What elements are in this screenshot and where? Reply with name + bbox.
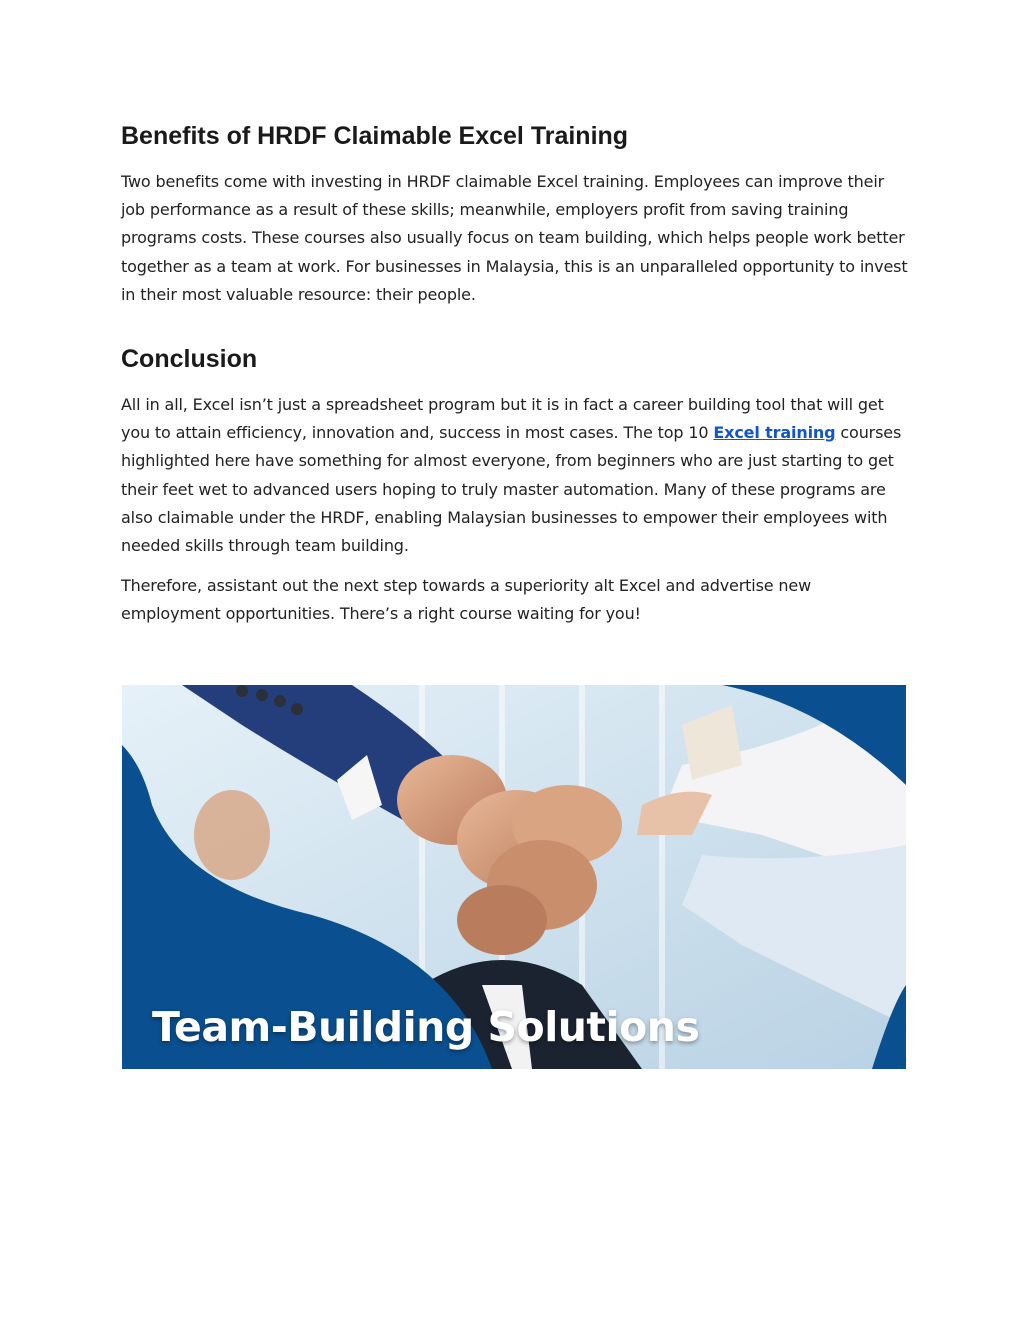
benefits-heading: Benefits of HRDF Claimable Excel Training — [121, 122, 629, 150]
team-building-banner-image — [122, 685, 906, 1069]
conclusion-heading: Conclusion — [121, 345, 258, 374]
benefits-paragraph: Two benefits come with investing in HRDF claimable Excel training. Employees can improve their job performance as a result of these skills; meanwhile, employers profit from saving training programs costs. These courses also usually focus on team building, which helps people work better together as a team at work. For businesses in Malaysia, this is an unparalleled opportunity to invest in their most valuable resource: their people. — [121, 172, 908, 304]
excel-training-link[interactable]: Excel training — [713, 423, 836, 443]
conclusion-text-before-link: All in all, Excel isn’t just a spreadsheet program but it is in fact a career building tool that will get you to attain efficiency, innovation and, success in most cases. The top 10 — [121, 395, 884, 443]
document-content — [121, 118, 911, 629]
conclusion-paragraph-1 — [121, 391, 911, 560]
conclusion-paragraph-2: Therefore, assistant out the next step towards a superiority alt Excel and advertise new employment opportunities. There’s a right course waiting for you! — [121, 576, 812, 624]
conclusion-text-after-link: courses highlighted here have something for almost everyone, from beginners who are just starting to get their feet wet to advanced users hoping to truly master automation. Many of these programs are also claimable under the HRDF, enabling Malaysian businesses to empower their employees with needed skills through team building. — [121, 423, 902, 556]
banner-caption: Team-Building Solutions — [152, 1003, 700, 1051]
